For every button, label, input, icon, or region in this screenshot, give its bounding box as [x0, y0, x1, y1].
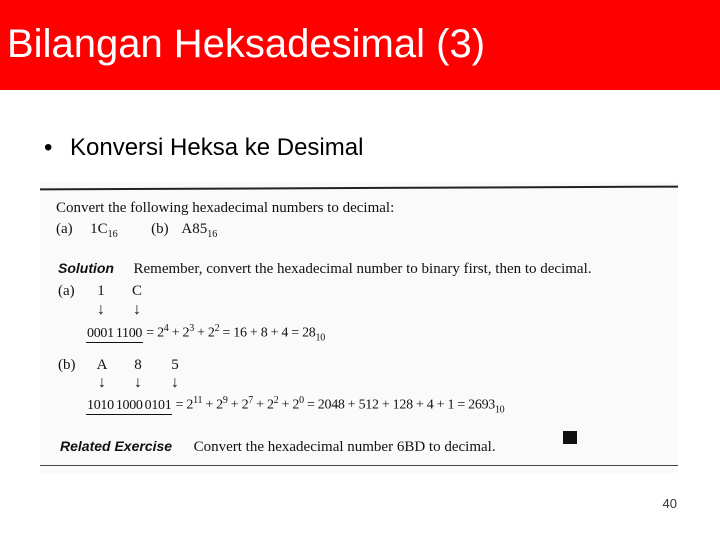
bullet-marker: • [44, 134, 53, 161]
related-exercise-text: Convert the hexadecimal number 6BD to decimal. [193, 439, 496, 455]
down-arrow-icon: ↓ [98, 374, 106, 391]
binary-group: 1000 [115, 397, 143, 413]
exercise-parts [56, 221, 217, 240]
solution-a-label: (a) [58, 283, 75, 299]
binary-group: 0001 [87, 325, 114, 341]
down-arrow-icon: ↓ [97, 301, 105, 318]
part-b-subscript: 16 [207, 229, 218, 240]
exercise-prompt: Convert the following hexadecimal numbers to decimal: [56, 200, 395, 216]
related-exercise-line [60, 438, 496, 456]
part-b-label: (b) [151, 221, 169, 237]
binary-equation-a: 0001 $1100 = 2^4 + 2^3 + 2^2 = 16 + 8 + 4 = 28_{10}$ [87, 323, 325, 344]
part-a-subscript: 16 [107, 229, 118, 240]
end-of-example-square-icon [563, 431, 577, 444]
page-number: 40 [662, 496, 677, 511]
solution-label: Solution [58, 260, 114, 276]
top-rule [40, 186, 678, 191]
related-exercise-label: Related Exercise [60, 438, 173, 454]
scanned-textbook-excerpt [40, 183, 678, 473]
down-arrow-icon: ↓ [171, 374, 179, 391]
binary-group: 0101 [144, 397, 172, 413]
bullet-text: Konversi Heksa ke Desimal [70, 134, 364, 161]
solution-text: Remember, convert the hexadecimal number to binary first, then to decimal. [133, 261, 592, 277]
hex-digit-b3: 5 [171, 357, 179, 373]
hex-digit-b2: 8 [134, 357, 142, 373]
down-arrow-icon: ↓ [134, 374, 142, 391]
slide-title: Bilangan Heksadesimal (3) [7, 22, 486, 66]
hex-digit-b1: A [96, 357, 108, 373]
bottom-rule [40, 465, 678, 466]
part-b-value: A85 [181, 221, 208, 237]
hex-digit-a2: C [131, 283, 142, 299]
title-bar [0, 0, 720, 90]
solution-line [58, 260, 592, 278]
part-a-value: 1C [90, 221, 108, 237]
binary-group: 1100 [115, 325, 143, 341]
binary-equation-b: 1010 1000 $0101 = 2^{11} + 2^9 + 2^7 + 2^2 + 2^0 = 2048 + 512 + 128 + 4 + 1 = 2693_{10}$ [87, 395, 505, 416]
solution-b-label: (b) [58, 357, 76, 373]
hex-digit-a1: 1 [97, 283, 105, 299]
part-a-label: (a) [56, 221, 73, 237]
binary-group: 1010 [87, 397, 114, 413]
bullet-item [44, 134, 363, 162]
down-arrow-icon: ↓ [133, 301, 141, 318]
